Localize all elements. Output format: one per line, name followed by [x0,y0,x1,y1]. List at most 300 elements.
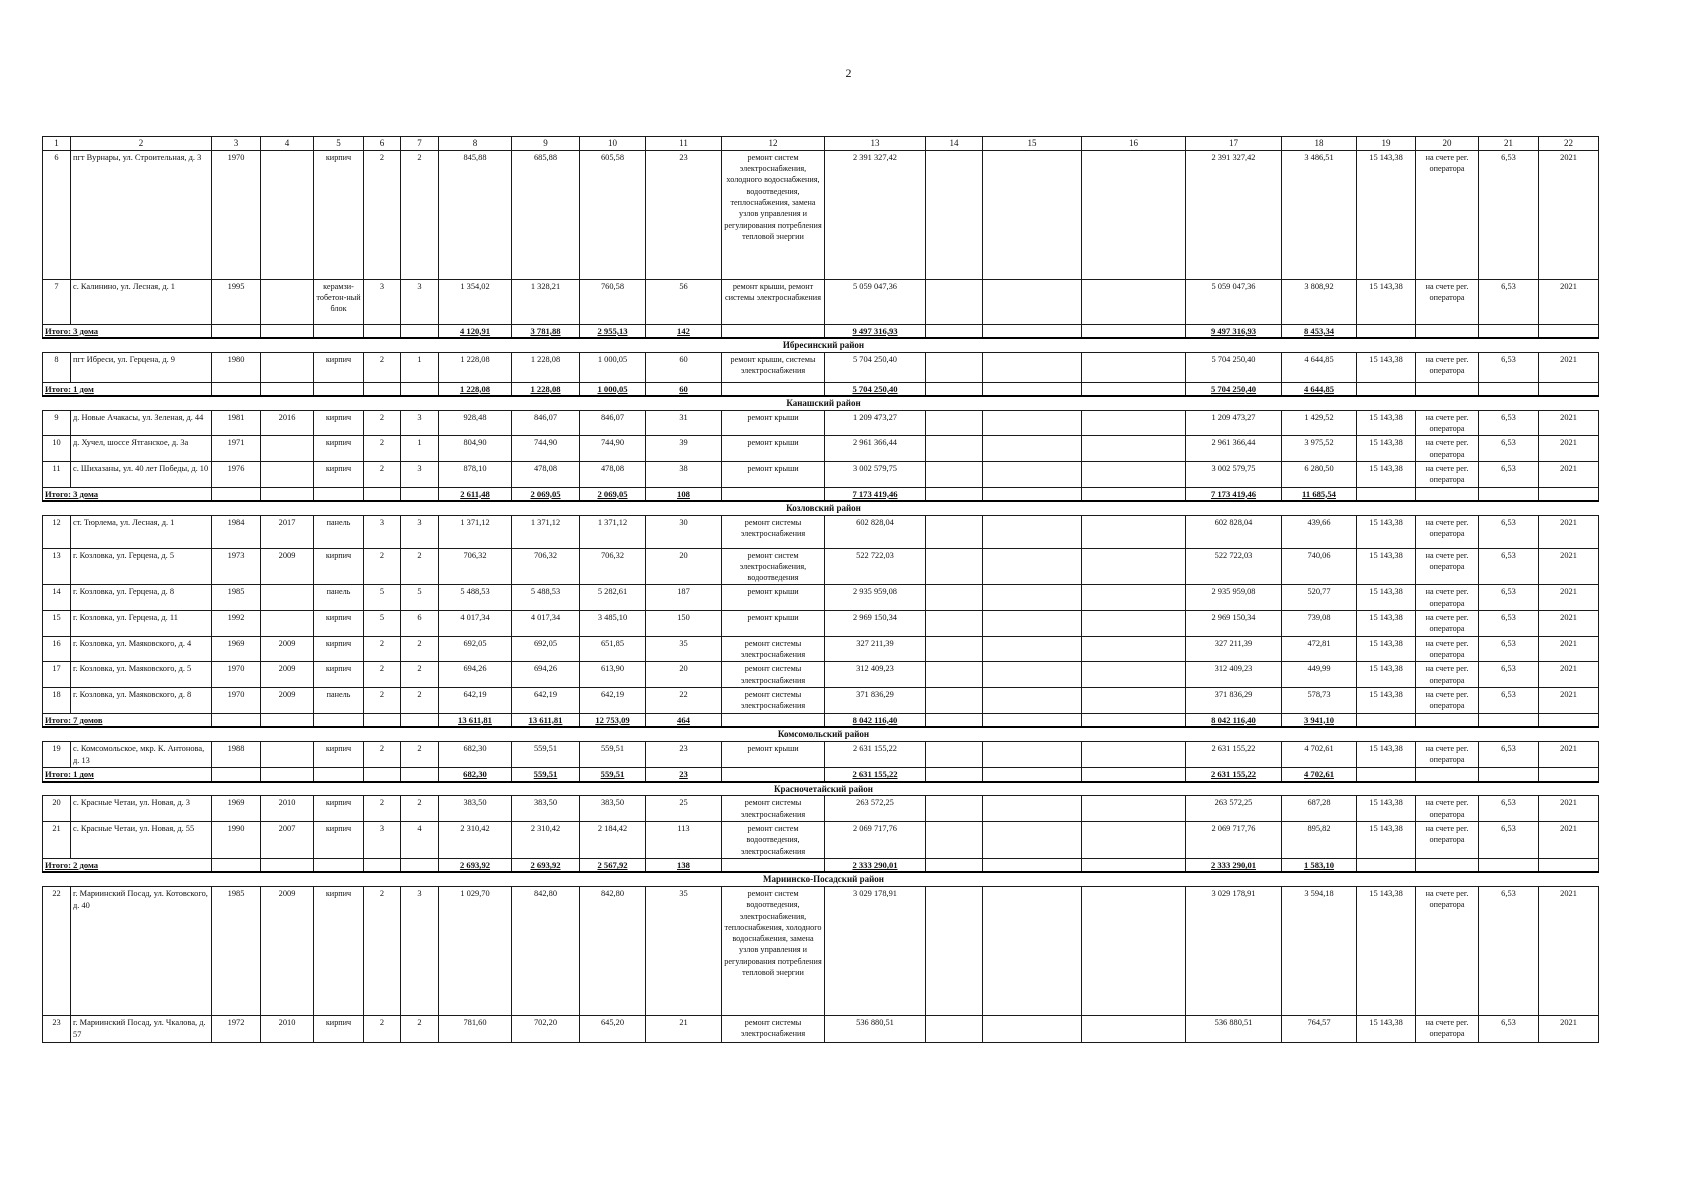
cell-c19: 15 143,38 [1357,352,1416,382]
cell-c15 [983,1015,1082,1042]
cell-addr: с. Шихазаны, ул. 40 лет Победы, д. 10 [71,461,212,487]
cell-area-total: 1 371,12 [439,515,512,548]
total-c17: 2 631 155,22 [1186,768,1282,782]
cell-c16 [1082,548,1186,585]
cell-c14 [926,585,983,611]
cell-method: на счете рег. оператора [1416,352,1479,382]
district-heading-spacer [43,396,722,410]
cell-floors: 2 [364,436,401,462]
cell-cost: 327 211,39 [825,636,926,662]
cell-year: 1973 [212,548,261,585]
cell-year: 1970 [212,662,261,688]
cell-year: 1988 [212,741,261,768]
cell-floors: 2 [364,741,401,768]
cell-c22: 2021 [1539,548,1599,585]
total-c17: 8 042 116,40 [1186,713,1282,727]
table-row [43,352,1599,382]
cell-c21: 6,53 [1479,687,1539,713]
cell-c14 [926,687,983,713]
cell-area-total: 383,50 [439,796,512,822]
cell-c16 [1082,410,1186,436]
total-empty-cell [212,768,261,782]
cell-entrances: 2 [401,662,439,688]
cell-material: кирпич [314,548,364,585]
cell-c19: 15 143,38 [1357,796,1416,822]
cell-c22: 2021 [1539,352,1599,382]
cell-c17: 1 209 473,27 [1186,410,1282,436]
cell-c21: 6,53 [1479,548,1539,585]
cell-addr: г. Мариинский Посад, ул. Котовского, д. 40 [71,886,212,1015]
cell-area-res: 5 282,61 [580,585,646,611]
total-area-living: 3 781,88 [512,324,580,338]
total-empty-cell [983,382,1082,396]
cell-c19: 15 143,38 [1357,436,1416,462]
total-empty-cell [401,713,439,727]
cell-c21: 6,53 [1479,150,1539,279]
cell-area-total: 845,88 [439,150,512,279]
cell-work: ремонт системы электроснабжения [722,796,825,822]
total-empty-cell [314,713,364,727]
column-number-2: 2 [71,137,212,151]
cell-addr: д. Новые Ачакасы, ул. Зеленая, д. 44 [71,410,212,436]
cell-floors: 5 [364,585,401,611]
district-heading-spacer [43,727,722,741]
cell-work: ремонт системы электроснабжения [722,1015,825,1042]
total-empty-cell [1082,382,1186,396]
total-people: 108 [646,487,722,501]
total-area-res: 12 753,09 [580,713,646,727]
cell-n: 21 [43,822,71,859]
cell-year: 1976 [212,461,261,487]
cell-method: на счете рег. оператора [1416,585,1479,611]
cell-floors: 3 [364,279,401,324]
total-empty-cell [1082,487,1186,501]
district-heading-spacer [926,782,1599,796]
total-empty-cell [261,858,314,872]
cell-people: 113 [646,822,722,859]
cell-c16 [1082,636,1186,662]
cell-addr: с. Красные Четаи, ул. Новая, д. 55 [71,822,212,859]
total-empty-cell [364,713,401,727]
cell-c18: 520,77 [1282,585,1357,611]
cell-recon: 2007 [261,822,314,859]
total-label: Итого: 2 дома [43,858,212,872]
cell-method: на счете рег. оператора [1416,886,1479,1015]
cell-n: 10 [43,436,71,462]
cell-method: на счете рег. оператора [1416,741,1479,768]
cell-recon: 2009 [261,886,314,1015]
cell-c16 [1082,279,1186,324]
cell-work: ремонт крыши [722,436,825,462]
cell-n: 6 [43,150,71,279]
cell-people: 60 [646,352,722,382]
total-c17: 9 497 316,93 [1186,324,1282,338]
cell-n: 8 [43,352,71,382]
total-c18: 3 941,10 [1282,713,1357,727]
cell-c15 [983,436,1082,462]
cell-addr: г. Козловка, ул. Маяковского, д. 8 [71,687,212,713]
cell-addr: с. Красные Четаи, ул. Новая, д. 3 [71,796,212,822]
cell-people: 187 [646,585,722,611]
cell-recon [261,611,314,637]
cell-work: ремонт систем водоотведения, электроснабжения [722,822,825,859]
cell-area-living: 706,32 [512,548,580,585]
table-row [43,687,1599,713]
total-empty-cell [1082,324,1186,338]
cell-c16 [1082,352,1186,382]
cell-c15 [983,611,1082,637]
cell-c19: 15 143,38 [1357,741,1416,768]
cell-c19: 15 143,38 [1357,410,1416,436]
cell-n: 16 [43,636,71,662]
table-row [43,461,1599,487]
district-name: Комсомольский район [722,727,926,741]
total-cost: 5 704 250,40 [825,382,926,396]
total-area-living: 559,51 [512,768,580,782]
cell-addr: г. Козловка, ул. Маяковского, д. 5 [71,662,212,688]
cell-people: 35 [646,886,722,1015]
column-number-10: 10 [580,137,646,151]
table-row [43,548,1599,585]
cell-work: ремонт систем электроснабжения, холодного водоснабжения, водоотведения, теплоснабжения, замена узлов управления и регулирования потребления тепловой энергии [722,150,825,279]
cell-area-living: 692,05 [512,636,580,662]
cell-c19: 15 143,38 [1357,662,1416,688]
cell-recon: 2009 [261,687,314,713]
cell-addr: г. Козловка, ул. Герцена, д. 5 [71,548,212,585]
total-empty-cell [983,324,1082,338]
cell-entrances: 3 [401,279,439,324]
cell-c15 [983,662,1082,688]
cell-area-res: 2 184,42 [580,822,646,859]
cell-c15 [983,886,1082,1015]
total-area-total: 682,30 [439,768,512,782]
total-area-total: 13 611,81 [439,713,512,727]
cell-year: 1985 [212,886,261,1015]
total-empty-cell [212,324,261,338]
cell-floors: 5 [364,611,401,637]
cell-c18: 895,82 [1282,822,1357,859]
cell-area-total: 781,60 [439,1015,512,1042]
total-people: 60 [646,382,722,396]
cell-area-res: 478,08 [580,461,646,487]
total-empty-cell [983,768,1082,782]
cell-n: 20 [43,796,71,822]
cell-addr: с. Комсомольское, мкр. К. Антонова, д. 13 [71,741,212,768]
cell-area-res: 642,19 [580,687,646,713]
cell-n: 22 [43,886,71,1015]
district-name: Мариинско-Посадский район [722,872,926,886]
total-empty-cell [364,858,401,872]
cell-material: кирпич [314,822,364,859]
cell-year: 1995 [212,279,261,324]
table-row [43,822,1599,859]
cell-c21: 6,53 [1479,886,1539,1015]
cell-entrances: 3 [401,515,439,548]
total-empty-cell [926,713,983,727]
district-heading-spacer [926,872,1599,886]
total-empty-cell [1539,858,1599,872]
district-heading-row [43,338,1599,352]
cell-c22: 2021 [1539,279,1599,324]
district-heading-spacer [43,782,722,796]
cell-cost: 536 880,51 [825,1015,926,1042]
total-empty-cell [983,487,1082,501]
cell-method: на счете рег. оператора [1416,548,1479,585]
total-empty-cell [212,713,261,727]
cell-cost: 3 029 178,91 [825,886,926,1015]
total-empty-cell [1539,382,1599,396]
column-number-row [43,137,1599,151]
cell-c21: 6,53 [1479,352,1539,382]
total-empty-cell [314,768,364,782]
cell-c22: 2021 [1539,410,1599,436]
district-heading-spacer [926,338,1599,352]
cell-c22: 2021 [1539,515,1599,548]
cell-c17: 2 631 155,22 [1186,741,1282,768]
cell-material: панель [314,585,364,611]
cell-area-res: 760,58 [580,279,646,324]
cell-c21: 6,53 [1479,662,1539,688]
table-row [43,585,1599,611]
total-label: Итого: 3 дома [43,487,212,501]
cell-c16 [1082,822,1186,859]
total-empty-cell [1357,487,1416,501]
cell-entrances: 2 [401,796,439,822]
cell-c19: 15 143,38 [1357,687,1416,713]
cell-c19: 15 143,38 [1357,1015,1416,1042]
cell-material: панель [314,515,364,548]
cell-c15 [983,150,1082,279]
column-number-1: 1 [43,137,71,151]
cell-area-total: 692,05 [439,636,512,662]
cell-c15 [983,410,1082,436]
cell-c17: 3 002 579,75 [1186,461,1282,487]
cell-area-living: 5 488,53 [512,585,580,611]
cell-area-total: 706,32 [439,548,512,585]
district-name: Красночетайский район [722,782,926,796]
cell-c15 [983,822,1082,859]
cell-area-living: 842,80 [512,886,580,1015]
cell-c18: 3 808,92 [1282,279,1357,324]
total-area-total: 2 693,92 [439,858,512,872]
total-empty-cell [364,768,401,782]
cell-entrances: 2 [401,687,439,713]
cell-area-total: 804,90 [439,436,512,462]
cell-year: 1969 [212,796,261,822]
total-area-total: 2 611,48 [439,487,512,501]
cell-c16 [1082,515,1186,548]
cell-c14 [926,886,983,1015]
cell-cost: 2 069 717,76 [825,822,926,859]
cell-people: 21 [646,1015,722,1042]
cell-recon [261,741,314,768]
cell-n: 12 [43,515,71,548]
cell-c15 [983,636,1082,662]
cell-entrances: 2 [401,150,439,279]
total-empty-cell [401,768,439,782]
cell-c18: 4 644,85 [1282,352,1357,382]
cell-c17: 2 961 366,44 [1186,436,1282,462]
cell-material: кирпич [314,741,364,768]
cell-addr: с. Калинино, ул. Лесная, д. 1 [71,279,212,324]
total-empty-cell [1082,768,1186,782]
district-heading-row [43,501,1599,515]
cell-people: 31 [646,410,722,436]
cell-floors: 3 [364,822,401,859]
cell-c22: 2021 [1539,662,1599,688]
cell-people: 38 [646,461,722,487]
cell-entrances: 1 [401,352,439,382]
cell-area-total: 928,48 [439,410,512,436]
cell-area-living: 685,88 [512,150,580,279]
table-row [43,436,1599,462]
total-empty-cell [722,858,825,872]
table-body [43,137,1599,1043]
cell-addr: пгт Ибреси, ул. Герцена, д. 9 [71,352,212,382]
cell-work: ремонт системы электроснабжения [722,662,825,688]
cell-c19: 15 143,38 [1357,585,1416,611]
total-empty-cell [261,713,314,727]
cell-recon [261,461,314,487]
total-empty-cell [926,324,983,338]
cell-c14 [926,1015,983,1042]
cell-c22: 2021 [1539,461,1599,487]
cell-year: 1980 [212,352,261,382]
cell-c22: 2021 [1539,636,1599,662]
cell-c19: 15 143,38 [1357,822,1416,859]
total-area-res: 2 955,13 [580,324,646,338]
cell-recon [261,585,314,611]
cell-c14 [926,515,983,548]
cell-work: ремонт крыши [722,461,825,487]
cell-c14 [926,662,983,688]
cell-c18: 449,99 [1282,662,1357,688]
cell-cost: 2 961 366,44 [825,436,926,462]
cell-area-res: 846,07 [580,410,646,436]
cell-c17: 5 059 047,36 [1186,279,1282,324]
total-empty-cell [364,382,401,396]
total-empty-cell [1416,713,1479,727]
cell-cost: 602 828,04 [825,515,926,548]
cell-area-total: 694,26 [439,662,512,688]
column-number-21: 21 [1479,137,1539,151]
total-empty-cell [1416,382,1479,396]
district-name: Козловский район [722,501,926,515]
cell-c21: 6,53 [1479,636,1539,662]
cell-people: 56 [646,279,722,324]
cell-c22: 2021 [1539,796,1599,822]
cell-recon [261,150,314,279]
cell-year: 1992 [212,611,261,637]
cell-material: кирпич [314,150,364,279]
cell-area-living: 4 017,34 [512,611,580,637]
cell-material: кирпич [314,796,364,822]
column-number-8: 8 [439,137,512,151]
cell-area-living: 1 228,08 [512,352,580,382]
cell-c17: 536 880,51 [1186,1015,1282,1042]
cell-c17: 3 029 178,91 [1186,886,1282,1015]
cell-c15 [983,279,1082,324]
total-empty-cell [722,324,825,338]
cell-entrances: 3 [401,461,439,487]
total-area-total: 4 120,91 [439,324,512,338]
cell-area-total: 1 354,02 [439,279,512,324]
cell-method: на счете рег. оператора [1416,687,1479,713]
district-heading-row [43,782,1599,796]
cell-work: ремонт крыши [722,611,825,637]
cell-year: 1981 [212,410,261,436]
cell-material: кирпич [314,662,364,688]
cell-floors: 2 [364,636,401,662]
cell-method: на счете рег. оператора [1416,461,1479,487]
cell-c14 [926,741,983,768]
cell-c14 [926,611,983,637]
cell-work: ремонт систем электроснабжения, водоотведения [722,548,825,585]
cell-addr: г. Козловка, ул. Герцена, д. 8 [71,585,212,611]
district-total-row [43,768,1599,782]
table-row [43,662,1599,688]
cell-material: кирпич [314,352,364,382]
cell-c17: 371 836,29 [1186,687,1282,713]
cell-people: 25 [646,796,722,822]
total-empty-cell [261,382,314,396]
total-empty-cell [1539,487,1599,501]
cell-area-total: 642,19 [439,687,512,713]
district-heading-spacer [43,872,722,886]
cell-c14 [926,436,983,462]
total-area-living: 13 611,81 [512,713,580,727]
total-empty-cell [926,487,983,501]
cell-c18: 439,66 [1282,515,1357,548]
cell-n: 18 [43,687,71,713]
cell-entrances: 3 [401,410,439,436]
cell-year: 1990 [212,822,261,859]
cell-recon: 2009 [261,662,314,688]
total-c17: 2 333 290,01 [1186,858,1282,872]
cell-c18: 3 594,18 [1282,886,1357,1015]
total-cost: 9 497 316,93 [825,324,926,338]
cell-c16 [1082,687,1186,713]
district-heading-spacer [926,396,1599,410]
cell-floors: 2 [364,461,401,487]
cell-c18: 739,08 [1282,611,1357,637]
district-heading-spacer [926,501,1599,515]
cell-area-living: 702,20 [512,1015,580,1042]
cell-c15 [983,548,1082,585]
cell-year: 1985 [212,585,261,611]
cell-c14 [926,461,983,487]
cell-area-living: 744,90 [512,436,580,462]
total-area-res: 1 000,05 [580,382,646,396]
cell-cost: 5 704 250,40 [825,352,926,382]
total-empty-cell [1539,768,1599,782]
cell-area-total: 2 310,42 [439,822,512,859]
total-c18: 1 583,10 [1282,858,1357,872]
total-empty-cell [314,382,364,396]
cell-n: 15 [43,611,71,637]
cell-method: на счете рег. оператора [1416,822,1479,859]
cell-people: 150 [646,611,722,637]
cell-c21: 6,53 [1479,796,1539,822]
cell-c14 [926,636,983,662]
cell-area-res: 706,32 [580,548,646,585]
total-c17: 5 704 250,40 [1186,382,1282,396]
district-total-row [43,713,1599,727]
cell-c21: 6,53 [1479,585,1539,611]
cell-c19: 15 143,38 [1357,150,1416,279]
total-label: Итого: 1 дом [43,382,212,396]
cell-entrances: 3 [401,886,439,1015]
